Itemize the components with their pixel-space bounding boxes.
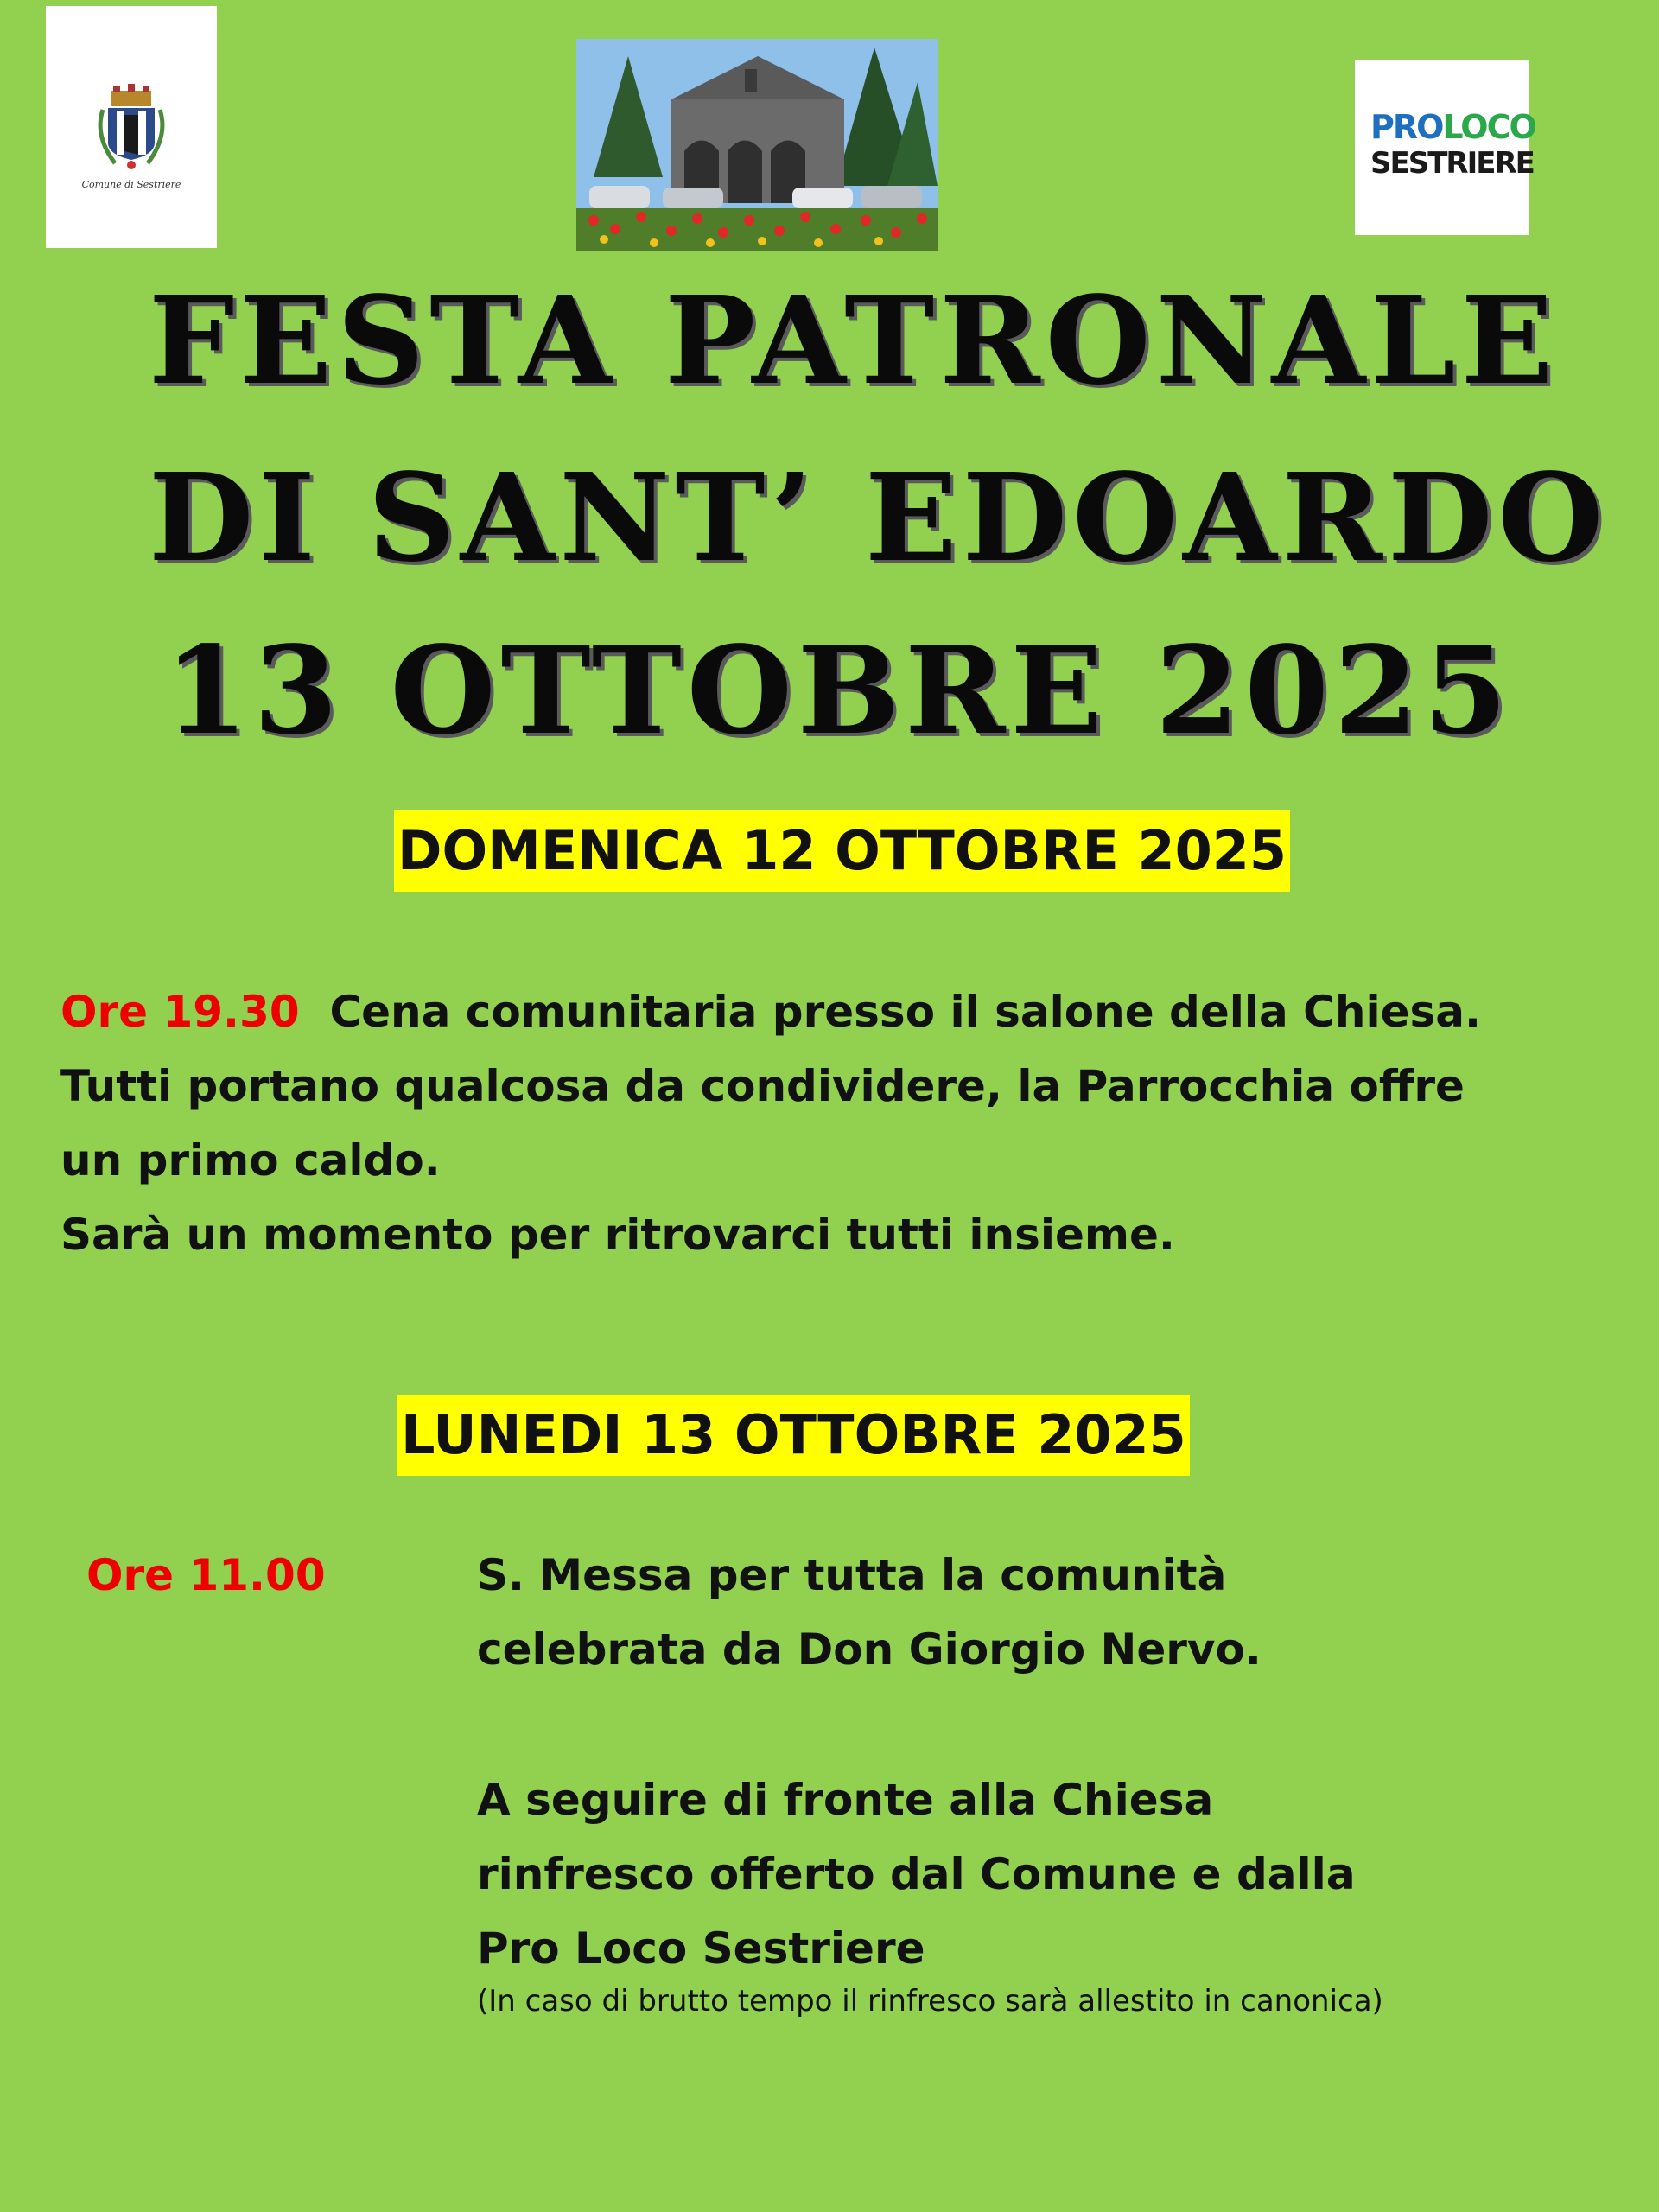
sunday-line-2: Tutti portano qualcosa da condividere, la Parrocchia offre (60, 1061, 1465, 1111)
sunday-line-1-text: Cena comunitaria presso il salone della Chiesa. (299, 987, 1481, 1037)
monday-line-4: rinfresco offerto dal Comune e dalla (477, 1849, 1356, 1899)
sunday-program (60, 975, 1481, 1272)
proloco-sestriere: SESTRIERE (1370, 146, 1534, 181)
title-line-3: 13 OTTOBRE 2025 (164, 620, 1513, 762)
monday-time: Ore 11.00 (86, 1550, 326, 1600)
monday-program (477, 1538, 1262, 1687)
church-image (576, 39, 938, 251)
comune-logo (46, 6, 217, 248)
proloco-logo (1355, 60, 1535, 235)
sunday-line-1 (60, 975, 1481, 1049)
weather-note: (In caso di brutto tempo il rinfresco sarà allestito in canonica) (477, 1984, 1383, 2018)
title-line-1: FESTA PATRONALE (149, 270, 1559, 412)
proloco-logo-line1 (1370, 108, 1535, 146)
monday-program-2 (477, 1763, 1356, 1986)
monday-line-2: celebrata da Don Giorgio Nervo. (477, 1624, 1262, 1675)
title-line-2: DI SANT’ EDOARDO (149, 448, 1609, 589)
monday-line-5: Pro Loco Sestriere (477, 1923, 925, 1974)
church-photo (576, 39, 938, 251)
sunday-line-4: Sarà un momento per ritrovarci tutti insieme. (60, 1210, 1175, 1260)
sunday-header: DOMENICA 12 OTTOBRE 2025 (394, 810, 1290, 892)
comune-caption: Comune di Sestriere (81, 179, 181, 190)
monday-line-1: S. Messa per tutta la comunità (477, 1550, 1227, 1600)
sunday-line-3: un primo caldo. (60, 1135, 441, 1185)
monday-line-3: A seguire di fronte alla Chiesa (477, 1775, 1214, 1825)
proloco-pro: PRO (1370, 108, 1443, 146)
coat-of-arms-icon (46, 6, 217, 179)
sunday-time: Ore 19.30 (60, 987, 300, 1037)
proloco-loco: LOCO (1442, 108, 1535, 146)
monday-header: LUNEDI 13 OTTOBRE 2025 (397, 1395, 1190, 1476)
